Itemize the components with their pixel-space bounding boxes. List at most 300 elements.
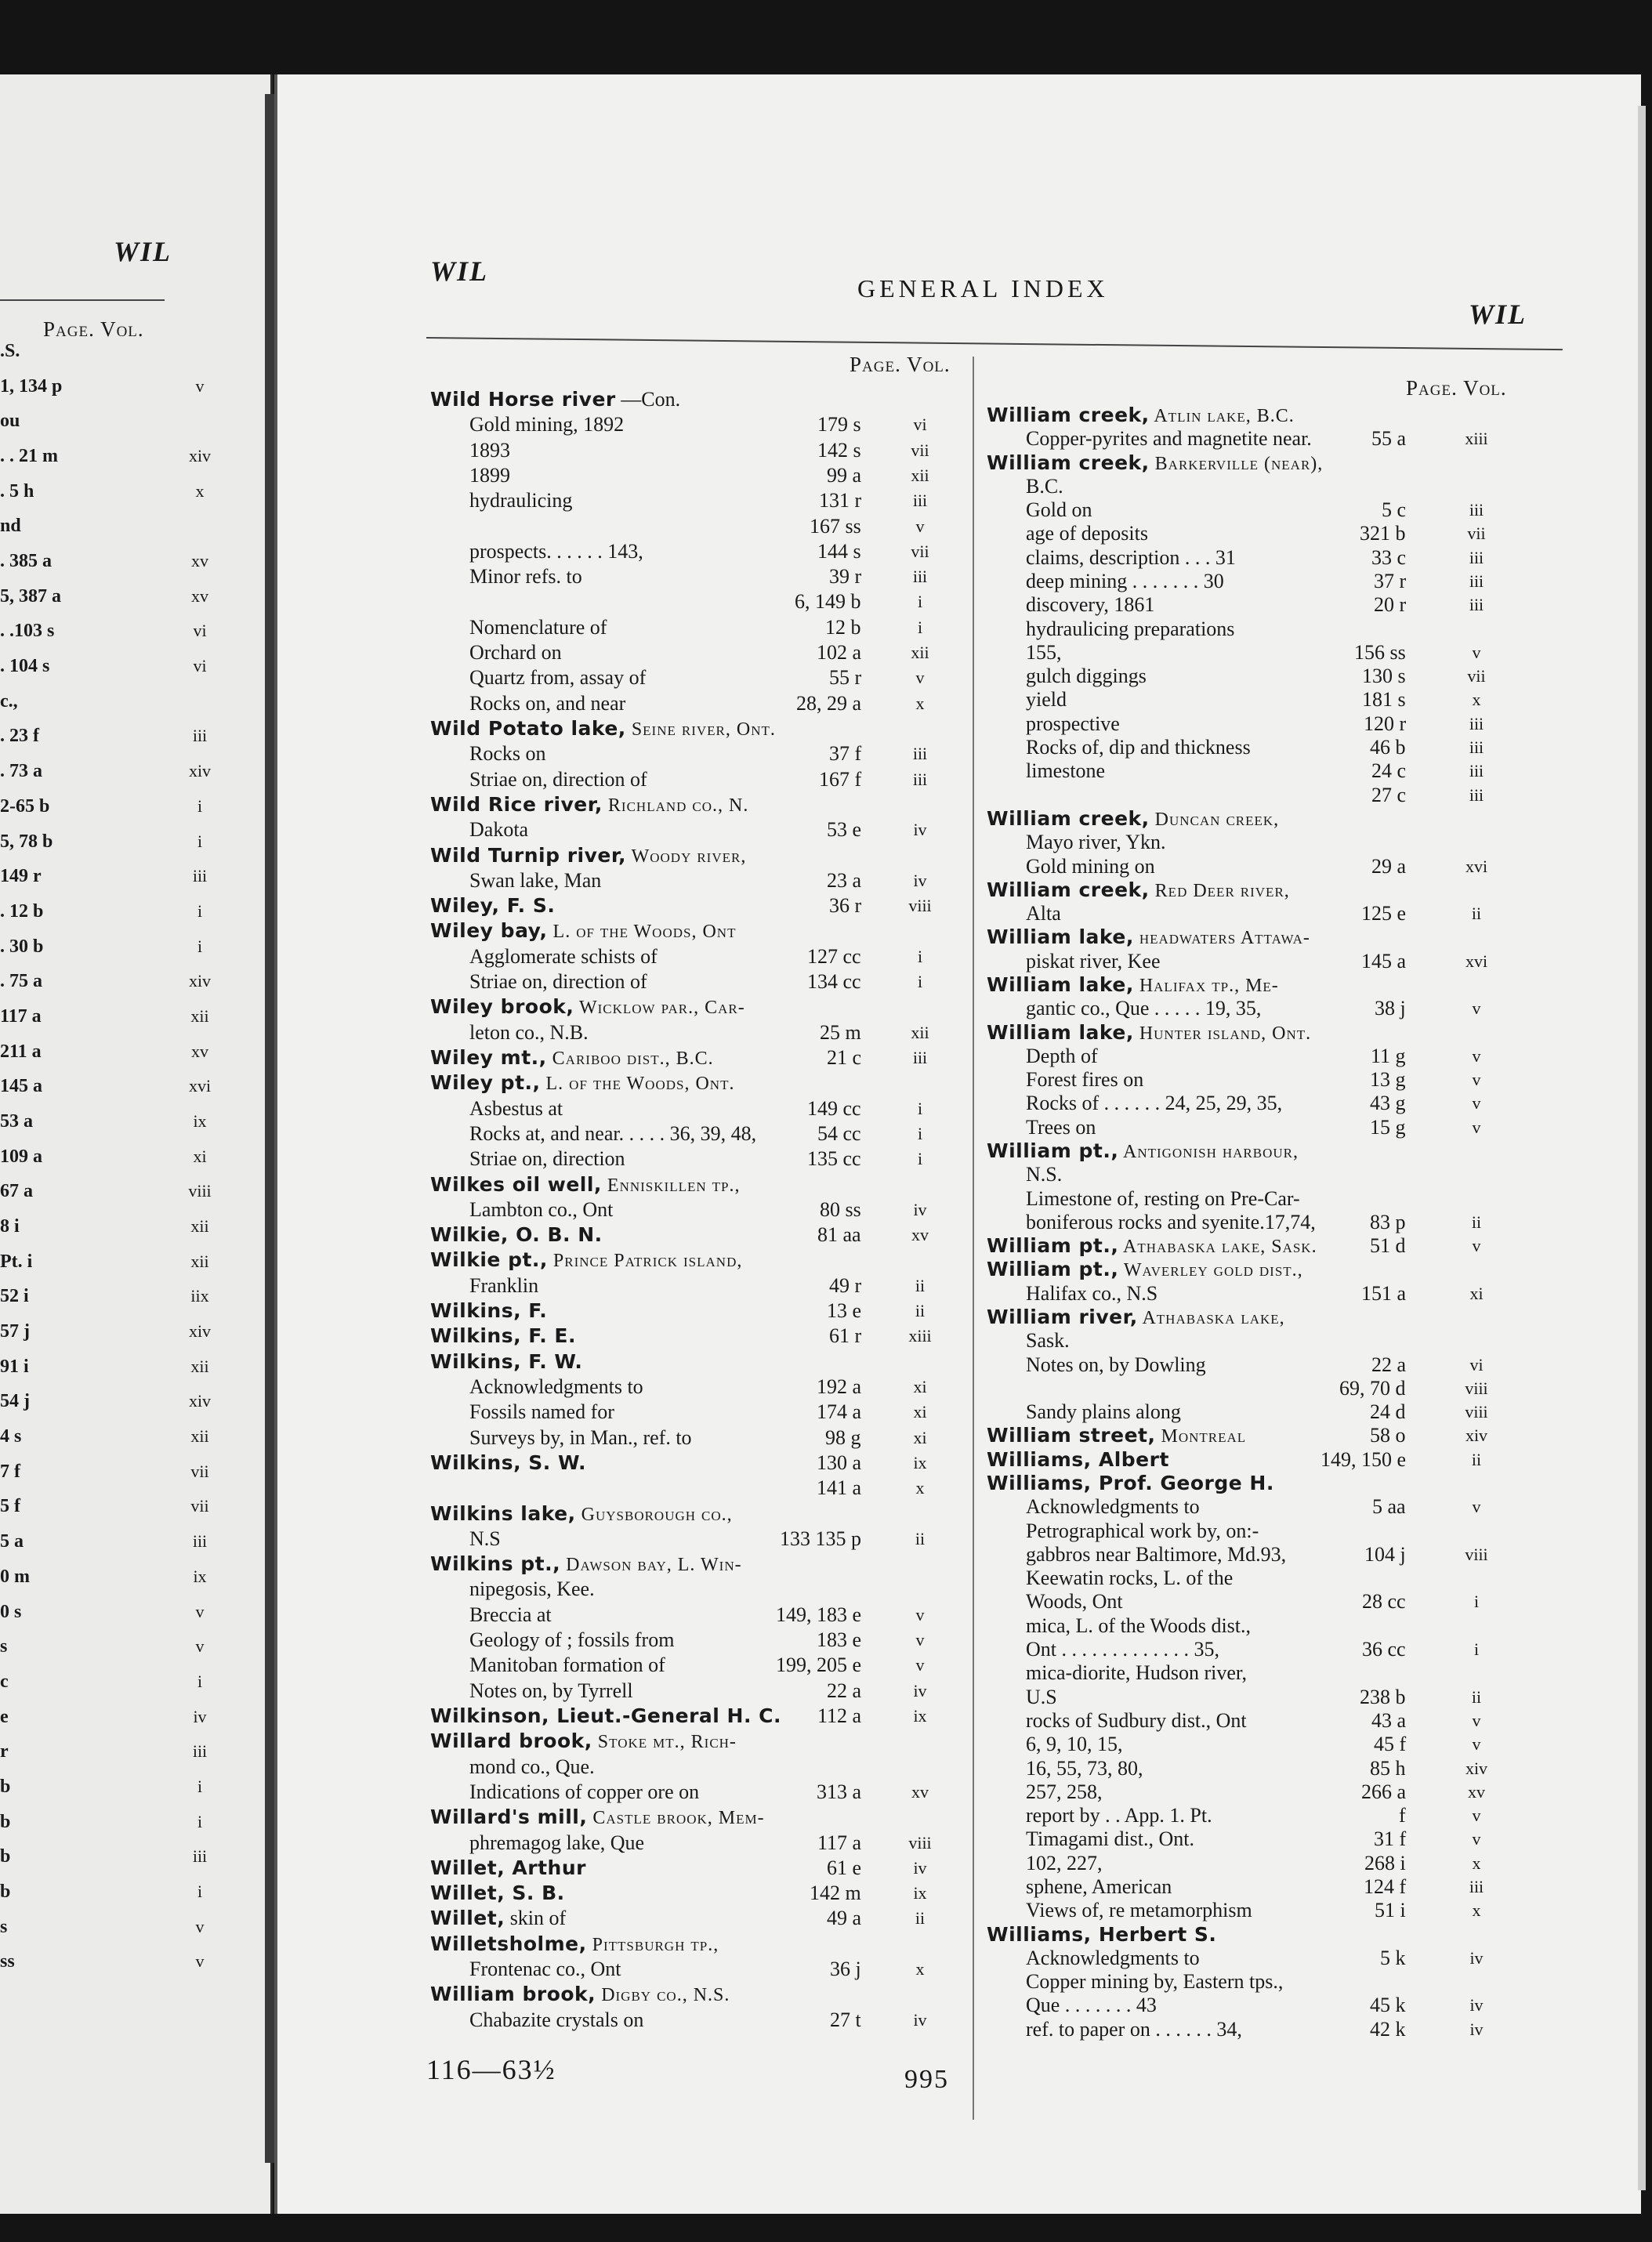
entry-subheading: Quartz from, assay of	[469, 666, 647, 690]
entry-subheading: Copper mining by, Eastern tps.,	[1026, 1970, 1284, 1994]
entry-heading: Williams, Prof. George H.	[987, 1472, 1274, 1495]
entry-subheading: report by . . App. 1. Pt.	[1026, 1804, 1212, 1827]
left-page-line	[0, 1391, 212, 1412]
left-page-line	[0, 375, 205, 397]
entry-page-ref: 142 s	[817, 438, 861, 462]
entry-heading: Wilkins, S. W.	[430, 1451, 587, 1474]
entry-page-ref: 192 a	[817, 1375, 862, 1398]
entry-volume: ii	[915, 1528, 926, 1548]
entry-page-ref: 13 g	[1370, 1068, 1406, 1092]
entry-subheading: leton co., N.B.	[469, 1020, 589, 1044]
entry-location: Athabaska lake,	[1137, 1308, 1285, 1328]
index-entry	[1026, 1353, 1484, 1377]
left-page-line-vol: xiv	[188, 761, 212, 781]
entry-subheading: prospects. . . . . . 143,	[469, 539, 643, 563]
left-page-line-text: 2-65 b	[0, 795, 50, 817]
entry-page-ref: 6, 149 b	[795, 590, 861, 614]
entry-page-ref: 266 a	[1361, 1780, 1407, 1803]
entry-volume: ii	[1471, 1449, 1482, 1469]
entry-page-ref: 51 d	[1370, 1234, 1406, 1258]
left-page-line-vol: xiv	[188, 446, 212, 466]
entry-page-ref: 36 cc	[1362, 1638, 1406, 1661]
entry-subheading: Alta	[1026, 902, 1061, 925]
entry-volume: vii	[911, 541, 929, 561]
entry-page-ref: 174 a	[817, 1400, 862, 1424]
entry-volume: ix	[913, 1706, 927, 1726]
entry-location: Waverley gold dist.,	[1118, 1260, 1303, 1281]
entry-location: Digby co., N.S.	[596, 1985, 730, 2006]
left-page-line-vol: viii	[188, 1181, 212, 1201]
entry-volume: xi	[1469, 1283, 1484, 1303]
index-entry	[1026, 1614, 1251, 1638]
entry-volume: xiv	[1465, 1758, 1488, 1778]
left-page-line-vol: xii	[190, 1216, 209, 1237]
left-page-line	[0, 516, 21, 537]
entry-page-ref: 36 r	[829, 894, 862, 918]
entry-volume: vii	[1467, 523, 1486, 544]
entry-page-ref: 321 b	[1360, 522, 1406, 545]
index-entry	[987, 1021, 1311, 1045]
entry-page-ref: 179 s	[817, 413, 861, 436]
entry-page-ref: 104 j	[1364, 1542, 1406, 1566]
left-page-line-vol: i	[197, 900, 203, 921]
entry-location: Enniskillen tp.,	[601, 1175, 741, 1196]
index-entry	[1026, 545, 1484, 570]
entry-volume: vii	[911, 440, 929, 460]
index-entry	[987, 807, 1279, 831]
left-page-line-text: . 385 a	[0, 551, 52, 572]
left-page-line-vol: v	[195, 1951, 205, 1972]
left-page-line-vol: ix	[193, 1110, 207, 1131]
left-page-line-text: . . 21 m	[0, 446, 58, 467]
index-entry	[469, 1831, 932, 1855]
entry-volume: xii	[911, 643, 929, 663]
left-page-line-vol: xvi	[188, 1076, 212, 1096]
index-entry	[1026, 1827, 1481, 1851]
entry-page-ref: 125 e	[1361, 902, 1407, 925]
index-entry	[430, 1299, 926, 1323]
index-entry	[1026, 1851, 1481, 1875]
index-entry	[430, 995, 745, 1020]
left-page-line-text: s	[0, 1636, 8, 1657]
entry-volume: iii	[1469, 500, 1484, 520]
entry-heading: Wilkins pt.,	[430, 1552, 561, 1576]
entry-subheading: Geology of ; fossils from	[469, 1628, 675, 1652]
index-entry	[469, 742, 928, 766]
entry-page-ref: 28 cc	[1362, 1590, 1406, 1614]
page-title: GENERAL INDEX	[857, 274, 1109, 302]
index-entry	[987, 925, 1310, 950]
left-page-line-text: 8 i	[0, 1216, 20, 1237]
entry-volume: ii	[1471, 1686, 1482, 1707]
entry-location: Cariboo dist., B.C.	[546, 1049, 714, 1069]
entry-page-ref: 141 a	[817, 1476, 862, 1500]
entry-volume: i	[917, 1098, 923, 1118]
entry-heading: Wilkie pt.,	[430, 1248, 548, 1272]
left-page-line-vol: vi	[193, 621, 207, 641]
entry-volume: iii	[1469, 595, 1484, 615]
index-entry	[1026, 522, 1486, 545]
entry-volume: ii	[915, 1275, 926, 1295]
index-entry	[469, 413, 927, 436]
page-edge	[1638, 106, 1646, 2190]
left-page-line-text: 5, 78 b	[0, 831, 53, 852]
header-right-guide: WIL	[1469, 299, 1527, 330]
index-entry	[1026, 618, 1234, 641]
entry-volume: v	[1472, 1829, 1481, 1849]
left-page-line	[0, 1426, 209, 1447]
left-page-line	[0, 726, 208, 747]
previous-page-fragment	[0, 74, 273, 2214]
entry-location: Dawson bay, L. Win-	[560, 1555, 742, 1576]
index-page	[274, 74, 1641, 2214]
left-page-line	[0, 795, 203, 817]
entry-subheading: Depth of	[1026, 1044, 1098, 1067]
index-entry	[469, 1375, 927, 1399]
index-entry	[987, 1447, 1482, 1472]
entry-volume: i	[1473, 1592, 1480, 1612]
index-entry	[430, 1046, 928, 1070]
entry-page-ref: 42 k	[1370, 2017, 1406, 2041]
index-entry	[1026, 1946, 1484, 1970]
entry-page-ref: 15 g	[1370, 1115, 1406, 1139]
entry-page-ref: 69, 70 d	[1339, 1376, 1406, 1400]
left-page-line-text: 91 i	[0, 1356, 29, 1377]
left-page-line	[0, 1601, 205, 1623]
left-page-line	[0, 1005, 209, 1027]
entry-page-ref: 144 s	[817, 539, 861, 563]
entry-subheading: U.S	[1026, 1685, 1057, 1708]
index-entry	[469, 1958, 925, 1981]
entry-volume: v	[1472, 1070, 1481, 1090]
entry-volume: v	[1472, 1710, 1481, 1730]
entry-heading: Wilkes oil well,	[430, 1172, 602, 1196]
left-page-line	[0, 480, 205, 502]
index-entry	[430, 1223, 929, 1247]
entry-page-ref: 43 g	[1370, 1092, 1406, 1115]
index-entry	[987, 1139, 1299, 1164]
entry-page-ref: 83 p	[1370, 1210, 1406, 1233]
entry-heading: Wiley mt.,	[430, 1046, 547, 1069]
index-entry	[1026, 831, 1166, 854]
entry-subheading: —Con.	[615, 388, 681, 411]
index-entry	[1026, 1044, 1481, 1068]
entry-page-ref: 12 b	[825, 615, 861, 639]
index-entry	[469, 565, 928, 589]
entry-heading: Willetsholme,	[430, 1932, 587, 1955]
index-entry	[469, 767, 928, 791]
index-entry	[469, 1603, 925, 1627]
entry-heading: William brook,	[430, 1983, 596, 2006]
entry-volume: v	[915, 516, 925, 536]
entry-page-ref: 131 r	[819, 489, 862, 513]
index-entry	[1026, 949, 1488, 973]
entry-volume: i	[917, 1149, 923, 1169]
entry-volume: x	[915, 1478, 925, 1498]
entry-heading: Wilkins, F. W.	[430, 1349, 583, 1373]
entry-page-ref: 49 r	[829, 1273, 862, 1297]
entry-subheading: Trees on	[1026, 1115, 1096, 1139]
entry-page-ref: 133 135 p	[780, 1527, 861, 1550]
entry-page-ref: 37 f	[829, 742, 862, 766]
entry-subheading: Chabazite crystals on	[469, 2008, 644, 2031]
entry-page-ref: 112 a	[817, 1704, 862, 1727]
entry-page-ref: 38 j	[1375, 997, 1406, 1020]
column-divider	[973, 357, 974, 2120]
entry-page-ref: 23 a	[827, 868, 862, 892]
index-entry	[1026, 902, 1482, 925]
left-page-line-text: 0 s	[0, 1601, 22, 1622]
index-entry	[469, 1653, 925, 1677]
index-entry	[469, 489, 928, 513]
index-entry	[469, 1628, 925, 1652]
left-page-line	[0, 1146, 207, 1168]
left-page-line-text: . 75 a	[0, 971, 42, 992]
left-page-line-text: 145 a	[0, 1076, 42, 1097]
index-entry	[469, 2008, 927, 2032]
entry-heading: Willard's mill,	[430, 1806, 588, 1829]
index-entry	[430, 1932, 719, 1957]
entry-subheading: Fossils named for	[469, 1400, 614, 1424]
left-page-line	[0, 1951, 205, 1972]
left-page-line	[0, 656, 207, 677]
left-page-line-vol: xi	[193, 1146, 207, 1166]
entry-page-ref: 142 m	[810, 1882, 861, 1905]
left-page-line-text: 5 f	[0, 1496, 20, 1517]
entry-volume: xi	[913, 1427, 927, 1447]
left-page-line	[0, 1636, 205, 1657]
entry-page-ref: 49 a	[827, 1907, 862, 1930]
left-page-line	[0, 551, 208, 572]
left-page-line	[0, 1076, 212, 1097]
left-page-line-vol: xii	[190, 1356, 209, 1376]
left-page-line	[0, 1321, 212, 1342]
left-page-line	[0, 446, 212, 467]
entry-volume: i	[917, 592, 923, 612]
entry-location: L. of the Woods, Ont	[547, 922, 737, 943]
left-page-line	[0, 1216, 209, 1237]
entry-heading: Wilkins, F. E.	[430, 1324, 576, 1348]
index-entry	[1026, 427, 1488, 451]
entry-subheading: Keewatin rocks, L. of the	[1026, 1567, 1234, 1590]
index-entry	[469, 666, 925, 690]
entry-subheading: Notes on, by Tyrrell	[469, 1679, 633, 1702]
entry-subheading: Timagami dist., Ont.	[1026, 1827, 1195, 1851]
left-page-line	[0, 1286, 209, 1307]
entry-volume: v	[915, 1604, 925, 1624]
entry-heading: Wiley pt.,	[430, 1071, 541, 1095]
index-entry	[987, 404, 1295, 428]
index-entry	[1026, 640, 1481, 665]
entry-page-ref: 22 a	[827, 1679, 862, 1702]
entry-volume: iii	[1469, 737, 1484, 758]
index-entry	[469, 1679, 927, 1703]
entry-volume: v	[1472, 1734, 1481, 1755]
entry-heading: William creek,	[987, 806, 1150, 830]
page-number: 995	[904, 2065, 949, 2094]
index-entry	[1026, 1092, 1481, 1115]
entry-page-ref: 53 e	[827, 818, 862, 842]
entry-heading: William pt.,	[987, 1139, 1119, 1162]
entry-volume: viii	[1465, 1378, 1488, 1398]
index-entry	[430, 1173, 740, 1197]
entry-volume: iii	[912, 769, 928, 789]
index-entry	[430, 1806, 765, 1830]
entry-volume: x	[1472, 1900, 1481, 1921]
index-entry	[430, 1248, 742, 1273]
entry-location: Prince Patrick island,	[547, 1251, 743, 1272]
entry-volume: v	[1472, 1236, 1481, 1256]
entry-location: L. of the Woods, Ont.	[540, 1074, 735, 1095]
entry-volume: viii	[908, 896, 932, 916]
left-page-line-text: . 12 b	[0, 900, 44, 922]
entry-volume: iii	[1469, 713, 1484, 733]
entry-page-ref: 37 r	[1374, 570, 1407, 593]
entry-volume: ix	[913, 1883, 927, 1903]
left-page-line-text: c	[0, 1671, 9, 1692]
entry-subheading: Rocks on, and near	[469, 691, 626, 715]
index-entry	[430, 1882, 927, 1905]
index-entry	[430, 793, 748, 817]
entry-subheading: N.S	[469, 1527, 501, 1550]
entry-subheading: Ont . . . . . . . . . . . . . 35,	[1026, 1638, 1219, 1661]
left-page-line-text: 67 a	[0, 1181, 33, 1202]
left-page-line-text: b	[0, 1776, 11, 1797]
index-entry	[1026, 1661, 1247, 1685]
index-entry	[430, 1502, 733, 1527]
index-entry	[1026, 1542, 1488, 1567]
left-page-line-text: . 23 f	[0, 726, 39, 747]
entry-subheading: gantic co., Que . . . . . 19, 35,	[1026, 997, 1262, 1020]
entry-heading: William lake,	[987, 1020, 1134, 1044]
entry-subheading: nipegosis, Kee.	[469, 1577, 595, 1601]
left-page-line-vol: xv	[191, 585, 208, 606]
entry-subheading: Halifax co., N.S	[1026, 1281, 1158, 1305]
left-page-line-text: 211 a	[0, 1041, 42, 1062]
entry-page-ref: 22 a	[1371, 1353, 1407, 1376]
left-page-line-text: 117 a	[0, 1005, 42, 1027]
entry-location: Montreal	[1155, 1426, 1247, 1447]
entry-page-ref: 127 cc	[807, 944, 861, 968]
entry-subheading: Forest fires on	[1026, 1068, 1144, 1092]
entry-subheading: Views of, re metamorphism	[1026, 1899, 1252, 1922]
entry-subheading: mond co., Que.	[469, 1755, 595, 1778]
entry-subheading: Nomenclature of	[469, 615, 607, 639]
left-page-line-vol: i	[197, 1776, 203, 1796]
entry-heading: Wilkie, O. B. N.	[430, 1223, 603, 1247]
entry-volume: v	[915, 1630, 925, 1650]
index-entry	[430, 1856, 927, 1880]
entry-volume: vii	[1467, 666, 1486, 686]
entry-volume: iii	[1469, 547, 1484, 567]
entry-volume: iv	[913, 820, 927, 840]
entry-page-ref: 24 d	[1370, 1400, 1406, 1424]
entry-page-ref: 13 e	[827, 1299, 862, 1323]
index-entry	[469, 868, 927, 893]
left-page-line-text: ss	[0, 1951, 15, 1972]
index-entry	[1026, 1804, 1481, 1827]
left-page-line-text: s	[0, 1916, 8, 1937]
entry-heading: Willet, Arthur	[430, 1856, 586, 1879]
entry-volume: v	[1472, 1093, 1481, 1114]
entry-volume: xv	[1468, 1781, 1485, 1802]
entry-volume: ix	[913, 1452, 927, 1472]
entry-volume: v	[1472, 998, 1481, 1019]
index-entry	[430, 919, 736, 944]
entry-subheading: Lambton co., Ont	[469, 1197, 614, 1221]
entry-heading: William river,	[987, 1306, 1138, 1328]
entry-page-ref: 130 a	[817, 1451, 862, 1474]
index-entry	[987, 1923, 1216, 1947]
entry-heading: Wiley bay,	[430, 919, 548, 943]
index-entry	[987, 878, 1290, 903]
entry-heading: Williams, Herbert S.	[987, 1922, 1217, 1946]
entry-subheading: Notes on, by Dowling	[1026, 1353, 1206, 1376]
left-page-line-text: 1, 134 p	[0, 375, 63, 397]
entry-location: Barkerville (near),	[1149, 453, 1324, 474]
index-entry	[469, 641, 929, 665]
entry-location: Guysborough co.,	[575, 1504, 733, 1525]
entry-heading: William creek,	[987, 878, 1150, 901]
entry-page-ref: 58 o	[1370, 1424, 1406, 1447]
entry-subheading: Rocks on	[469, 742, 546, 766]
entry-subheading: Gold on	[1026, 498, 1092, 522]
index-entry	[469, 463, 929, 487]
left-page-line-vol: vii	[190, 1496, 209, 1516]
entry-heading: Wild Potato lake,	[430, 717, 626, 740]
entry-page-ref: 80 ss	[820, 1197, 861, 1221]
index-entry	[469, 944, 923, 969]
left-page-line-vol: i	[197, 795, 203, 816]
entry-page-ref: 156 ss	[1354, 640, 1406, 664]
left-page-line-vol: xii	[190, 1426, 209, 1447]
entry-volume: viii	[1465, 1402, 1488, 1422]
index-entry	[430, 1324, 932, 1348]
left-page-line-vol: xiv	[188, 1391, 212, 1411]
left-page-line	[0, 1566, 207, 1588]
left-page-line-vol: v	[195, 375, 205, 396]
entry-heading: William street,	[987, 1424, 1156, 1447]
index-entry	[430, 1552, 742, 1577]
entry-page-ref: 313 a	[817, 1780, 862, 1803]
entry-volume: v	[915, 1655, 925, 1675]
left-page-line	[0, 1251, 209, 1273]
left-page-line	[0, 1881, 203, 1903]
entry-heading: Wild Turnip river,	[430, 843, 627, 867]
left-page-line-text: b	[0, 1881, 11, 1902]
index-entry	[1026, 759, 1484, 783]
entry-subheading: Acknowledgments to	[469, 1375, 643, 1398]
entry-subheading: gulch diggings	[1026, 665, 1147, 688]
entry-volume: i	[917, 617, 923, 637]
entry-location: Atlin lake, B.C.	[1149, 406, 1295, 426]
entry-volume: iii	[1469, 571, 1484, 592]
entry-subheading: boniferous rocks and syenite.17,74,	[1026, 1210, 1316, 1233]
entry-page-ref: 46 b	[1370, 736, 1406, 759]
entry-page-ref: 117 a	[817, 1831, 862, 1854]
left-page-line-text: 4 s	[0, 1426, 22, 1447]
entry-subheading: hydraulicing preparations	[1026, 617, 1235, 640]
entry-page-ref: 55 a	[1371, 427, 1407, 451]
entry-page-ref: 5 k	[1380, 1946, 1406, 1969]
entry-subheading: Gold mining on	[1026, 854, 1155, 878]
entry-subheading: phremagog lake, Que	[469, 1831, 645, 1854]
index-entry	[1026, 475, 1063, 498]
entry-page-ref: 33 c	[1371, 545, 1407, 569]
index-entry	[1026, 1068, 1481, 1092]
left-page-line-text: 54 j	[0, 1391, 30, 1412]
left-page-line-vol: xii	[190, 1005, 209, 1026]
